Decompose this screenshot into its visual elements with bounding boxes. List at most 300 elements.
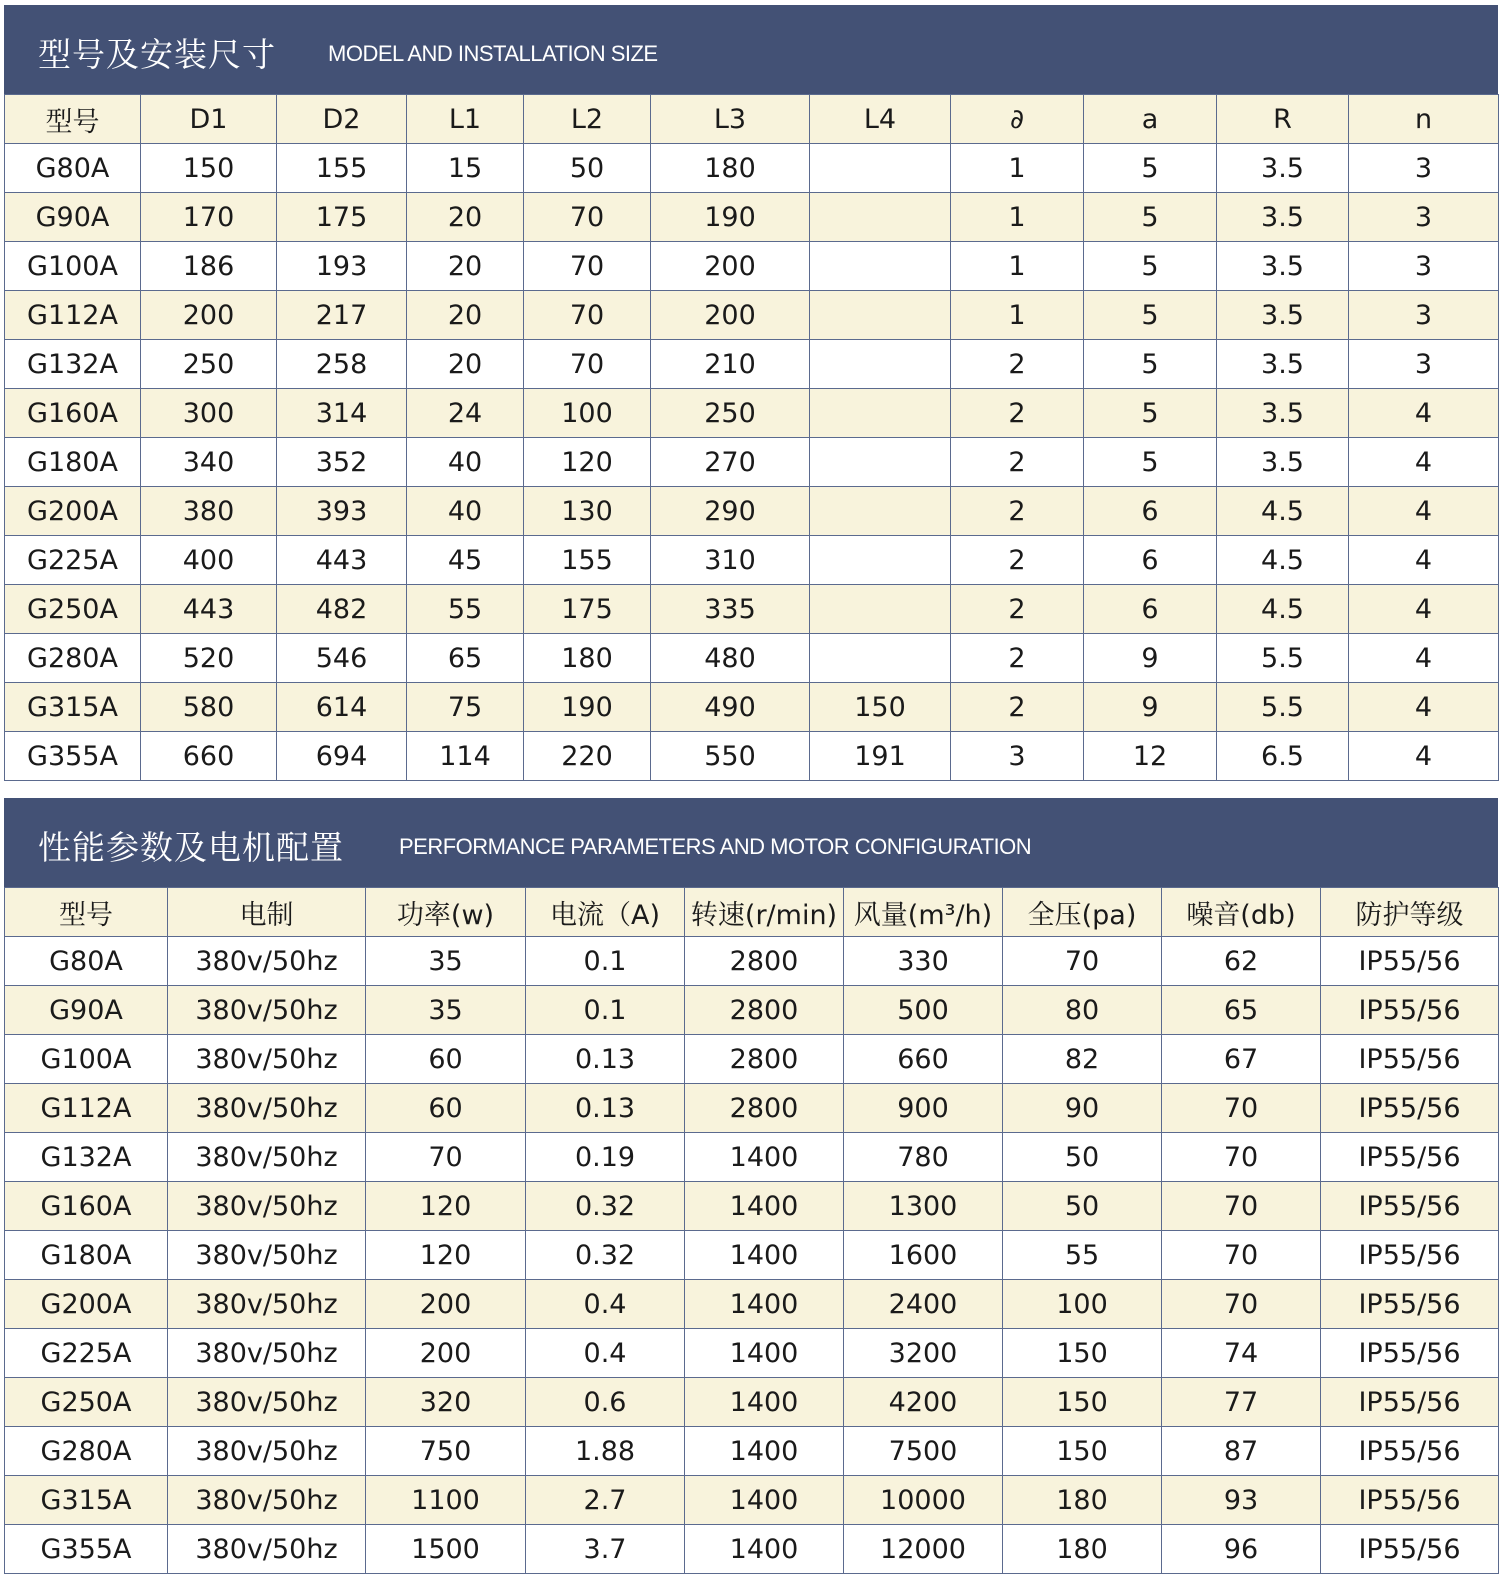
d1-cell: 520	[141, 634, 277, 683]
protection-cell: IP55/56	[1321, 1084, 1499, 1133]
l3-cell: 200	[651, 291, 810, 340]
model-cell: G90A	[5, 986, 168, 1035]
noise-cell: 93	[1162, 1476, 1321, 1525]
protection-cell: IP55/56	[1321, 1329, 1499, 1378]
l1-cell: 24	[407, 389, 524, 438]
current-cell: 0.32	[526, 1182, 685, 1231]
header-cell: 型号	[5, 888, 168, 937]
power-supply-cell: 380v/50hz	[168, 937, 366, 986]
a-cell: 5	[1084, 438, 1217, 487]
l1-cell: 15	[407, 144, 524, 193]
table-row	[5, 487, 1499, 536]
power-cell: 35	[366, 986, 526, 1035]
d1-cell: 300	[141, 389, 277, 438]
l4-cell	[810, 634, 951, 683]
pressure-cell: 150	[1003, 1378, 1162, 1427]
performance-body	[5, 937, 1499, 1574]
current-cell: 0.13	[526, 1035, 685, 1084]
l4-cell	[810, 389, 951, 438]
noise-cell: 74	[1162, 1329, 1321, 1378]
airflow-cell: 1300	[844, 1182, 1003, 1231]
power-supply-cell: 380v/50hz	[168, 1280, 366, 1329]
a-cell: 6	[1084, 487, 1217, 536]
angle-cell: 2	[951, 683, 1084, 732]
power-supply-cell: 380v/50hz	[168, 1427, 366, 1476]
pressure-cell: 55	[1003, 1231, 1162, 1280]
performance-table	[4, 887, 1499, 1574]
model-cell: G160A	[5, 389, 141, 438]
l1-cell: 20	[407, 242, 524, 291]
angle-cell: 1	[951, 242, 1084, 291]
model-cell: G250A	[5, 585, 141, 634]
header-cell: n	[1349, 95, 1499, 144]
header-cell: R	[1217, 95, 1349, 144]
performance-banner	[4, 798, 1498, 887]
l2-cell: 120	[524, 438, 651, 487]
speed-cell: 1400	[685, 1525, 844, 1574]
n-cell: 4	[1349, 536, 1499, 585]
installation-size-body	[5, 144, 1499, 781]
power-supply-cell: 380v/50hz	[168, 1525, 366, 1574]
r-cell: 3.5	[1217, 389, 1349, 438]
current-cell: 0.1	[526, 937, 685, 986]
angle-cell: 1	[951, 193, 1084, 242]
l2-cell: 70	[524, 242, 651, 291]
r-cell: 4.5	[1217, 536, 1349, 585]
d2-cell: 352	[277, 438, 407, 487]
model-cell: G112A	[5, 1084, 168, 1133]
d1-cell: 250	[141, 340, 277, 389]
protection-cell: IP55/56	[1321, 1182, 1499, 1231]
table-row	[5, 986, 1499, 1035]
protection-cell: IP55/56	[1321, 1231, 1499, 1280]
power-supply-cell: 380v/50hz	[168, 1329, 366, 1378]
angle-cell: 1	[951, 144, 1084, 193]
n-cell: 4	[1349, 585, 1499, 634]
table-row	[5, 585, 1499, 634]
l2-cell: 70	[524, 291, 651, 340]
d2-cell: 193	[277, 242, 407, 291]
l1-cell: 55	[407, 585, 524, 634]
table-row	[5, 1476, 1499, 1525]
table-row	[5, 242, 1499, 291]
d2-cell: 155	[277, 144, 407, 193]
speed-cell: 2800	[685, 937, 844, 986]
table-row	[5, 389, 1499, 438]
r-cell: 4.5	[1217, 487, 1349, 536]
angle-cell: 2	[951, 438, 1084, 487]
table-row	[5, 536, 1499, 585]
d2-cell: 258	[277, 340, 407, 389]
power-cell: 120	[366, 1182, 526, 1231]
protection-cell: IP55/56	[1321, 1476, 1499, 1525]
d1-cell: 186	[141, 242, 277, 291]
header-cell: 型号	[5, 95, 141, 144]
protection-cell: IP55/56	[1321, 1035, 1499, 1084]
power-supply-cell: 380v/50hz	[168, 1378, 366, 1427]
d2-cell: 175	[277, 193, 407, 242]
angle-cell: 2	[951, 585, 1084, 634]
noise-cell: 77	[1162, 1378, 1321, 1427]
table-row	[5, 937, 1499, 986]
header-cell: 功率(w)	[366, 888, 526, 937]
n-cell: 3	[1349, 144, 1499, 193]
header-cell: 电制	[168, 888, 366, 937]
power-supply-cell: 380v/50hz	[168, 1182, 366, 1231]
power-cell: 1500	[366, 1525, 526, 1574]
table-row	[5, 1525, 1499, 1574]
model-cell: G250A	[5, 1378, 168, 1427]
model-cell: G180A	[5, 438, 141, 487]
header-cell: 转速(r/min)	[685, 888, 844, 937]
pressure-cell: 70	[1003, 937, 1162, 986]
header-cell: L2	[524, 95, 651, 144]
l4-cell	[810, 438, 951, 487]
airflow-cell: 330	[844, 937, 1003, 986]
l2-cell: 130	[524, 487, 651, 536]
header-cell: 风量(m³/h)	[844, 888, 1003, 937]
current-cell: 0.4	[526, 1280, 685, 1329]
l3-cell: 210	[651, 340, 810, 389]
power-cell: 200	[366, 1329, 526, 1378]
header-cell: 电流（A)	[526, 888, 685, 937]
header-cell: L4	[810, 95, 951, 144]
r-cell: 5.5	[1217, 683, 1349, 732]
model-cell: G355A	[5, 1525, 168, 1574]
d1-cell: 660	[141, 732, 277, 781]
r-cell: 3.5	[1217, 291, 1349, 340]
a-cell: 6	[1084, 536, 1217, 585]
power-supply-cell: 380v/50hz	[168, 1231, 366, 1280]
l2-cell: 175	[524, 585, 651, 634]
header-cell: 防护等级	[1321, 888, 1499, 937]
current-cell: 0.19	[526, 1133, 685, 1182]
performance-section	[4, 798, 1498, 1574]
model-cell: G315A	[5, 683, 141, 732]
current-cell: 2.7	[526, 1476, 685, 1525]
l3-cell: 550	[651, 732, 810, 781]
protection-cell: IP55/56	[1321, 1378, 1499, 1427]
pressure-cell: 150	[1003, 1427, 1162, 1476]
power-supply-cell: 380v/50hz	[168, 1035, 366, 1084]
angle-cell: 2	[951, 634, 1084, 683]
airflow-cell: 7500	[844, 1427, 1003, 1476]
r-cell: 5.5	[1217, 634, 1349, 683]
d2-cell: 482	[277, 585, 407, 634]
speed-cell: 2800	[685, 986, 844, 1035]
l3-cell: 480	[651, 634, 810, 683]
speed-cell: 1400	[685, 1329, 844, 1378]
a-cell: 5	[1084, 242, 1217, 291]
noise-cell: 70	[1162, 1133, 1321, 1182]
table-row	[5, 438, 1499, 487]
protection-cell: IP55/56	[1321, 986, 1499, 1035]
installation-size-header-row	[5, 95, 1499, 144]
protection-cell: IP55/56	[1321, 1427, 1499, 1476]
pressure-cell: 180	[1003, 1476, 1162, 1525]
l2-cell: 220	[524, 732, 651, 781]
noise-cell: 67	[1162, 1035, 1321, 1084]
model-cell: G225A	[5, 1329, 168, 1378]
airflow-cell: 900	[844, 1084, 1003, 1133]
speed-cell: 1400	[685, 1231, 844, 1280]
model-cell: G180A	[5, 1231, 168, 1280]
model-cell: G100A	[5, 242, 141, 291]
model-cell: G132A	[5, 1133, 168, 1182]
d1-cell: 340	[141, 438, 277, 487]
l1-cell: 20	[407, 193, 524, 242]
protection-cell: IP55/56	[1321, 937, 1499, 986]
power-supply-cell: 380v/50hz	[168, 1476, 366, 1525]
header-cell: L3	[651, 95, 810, 144]
power-cell: 60	[366, 1084, 526, 1133]
model-cell: G280A	[5, 1427, 168, 1476]
n-cell: 3	[1349, 291, 1499, 340]
l4-cell	[810, 487, 951, 536]
d2-cell: 314	[277, 389, 407, 438]
speed-cell: 2800	[685, 1035, 844, 1084]
n-cell: 4	[1349, 438, 1499, 487]
l2-cell: 50	[524, 144, 651, 193]
current-cell: 0.6	[526, 1378, 685, 1427]
airflow-cell: 780	[844, 1133, 1003, 1182]
l2-cell: 190	[524, 683, 651, 732]
model-cell: G280A	[5, 634, 141, 683]
n-cell: 4	[1349, 487, 1499, 536]
table-row	[5, 683, 1499, 732]
performance-title-en: PERFORMANCE PARAMETERS AND MOTOR CONFIGURATION	[399, 834, 1032, 859]
noise-cell: 70	[1162, 1084, 1321, 1133]
d1-cell: 200	[141, 291, 277, 340]
noise-cell: 70	[1162, 1231, 1321, 1280]
power-cell: 60	[366, 1035, 526, 1084]
airflow-cell: 1600	[844, 1231, 1003, 1280]
d2-cell: 443	[277, 536, 407, 585]
n-cell: 4	[1349, 634, 1499, 683]
r-cell: 3.5	[1217, 340, 1349, 389]
l3-cell: 270	[651, 438, 810, 487]
table-row	[5, 1182, 1499, 1231]
installation-size-banner	[4, 5, 1498, 94]
model-cell: G225A	[5, 536, 141, 585]
airflow-cell: 3200	[844, 1329, 1003, 1378]
d2-cell: 217	[277, 291, 407, 340]
l1-cell: 65	[407, 634, 524, 683]
airflow-cell: 4200	[844, 1378, 1003, 1427]
table-row	[5, 340, 1499, 389]
l1-cell: 40	[407, 487, 524, 536]
installation-size-title-en: MODEL AND INSTALLATION SIZE	[328, 41, 658, 66]
l3-cell: 490	[651, 683, 810, 732]
current-cell: 0.32	[526, 1231, 685, 1280]
speed-cell: 1400	[685, 1133, 844, 1182]
protection-cell: IP55/56	[1321, 1525, 1499, 1574]
table-row	[5, 1427, 1499, 1476]
power-cell: 1100	[366, 1476, 526, 1525]
model-cell: G315A	[5, 1476, 168, 1525]
a-cell: 9	[1084, 683, 1217, 732]
model-cell: G80A	[5, 144, 141, 193]
l2-cell: 180	[524, 634, 651, 683]
current-cell: 3.7	[526, 1525, 685, 1574]
airflow-cell: 500	[844, 986, 1003, 1035]
noise-cell: 70	[1162, 1280, 1321, 1329]
header-cell: L1	[407, 95, 524, 144]
performance-title-zh: 性能参数及电机配置	[38, 828, 344, 867]
n-cell: 3	[1349, 193, 1499, 242]
r-cell: 3.5	[1217, 144, 1349, 193]
d2-cell: 393	[277, 487, 407, 536]
l4-cell	[810, 585, 951, 634]
header-cell: D2	[277, 95, 407, 144]
l4-cell: 150	[810, 683, 951, 732]
l1-cell: 114	[407, 732, 524, 781]
speed-cell: 1400	[685, 1378, 844, 1427]
l1-cell: 20	[407, 340, 524, 389]
pressure-cell: 90	[1003, 1084, 1162, 1133]
table-row	[5, 732, 1499, 781]
model-cell: G90A	[5, 193, 141, 242]
table-row	[5, 1035, 1499, 1084]
table-row	[5, 291, 1499, 340]
r-cell: 3.5	[1217, 193, 1349, 242]
model-cell: G132A	[5, 340, 141, 389]
power-supply-cell: 380v/50hz	[168, 1133, 366, 1182]
l3-cell: 335	[651, 585, 810, 634]
speed-cell: 1400	[685, 1427, 844, 1476]
l4-cell	[810, 291, 951, 340]
power-supply-cell: 380v/50hz	[168, 1084, 366, 1133]
header-cell: 全压(pa)	[1003, 888, 1162, 937]
l2-cell: 100	[524, 389, 651, 438]
a-cell: 9	[1084, 634, 1217, 683]
installation-size-title-zh: 型号及安装尺寸	[38, 35, 276, 74]
header-cell: D1	[141, 95, 277, 144]
speed-cell: 1400	[685, 1182, 844, 1231]
current-cell: 1.88	[526, 1427, 685, 1476]
power-cell: 70	[366, 1133, 526, 1182]
angle-cell: 2	[951, 389, 1084, 438]
l3-cell: 290	[651, 487, 810, 536]
r-cell: 4.5	[1217, 585, 1349, 634]
table-row	[5, 193, 1499, 242]
airflow-cell: 660	[844, 1035, 1003, 1084]
pressure-cell: 80	[1003, 986, 1162, 1035]
airflow-cell: 2400	[844, 1280, 1003, 1329]
r-cell: 6.5	[1217, 732, 1349, 781]
speed-cell: 1400	[685, 1280, 844, 1329]
table-row	[5, 1084, 1499, 1133]
n-cell: 4	[1349, 732, 1499, 781]
d1-cell: 170	[141, 193, 277, 242]
r-cell: 3.5	[1217, 242, 1349, 291]
power-cell: 35	[366, 937, 526, 986]
a-cell: 5	[1084, 389, 1217, 438]
protection-cell: IP55/56	[1321, 1133, 1499, 1182]
current-cell: 0.4	[526, 1329, 685, 1378]
l2-cell: 155	[524, 536, 651, 585]
installation-size-section	[4, 5, 1498, 781]
power-cell: 120	[366, 1231, 526, 1280]
power-cell: 750	[366, 1427, 526, 1476]
a-cell: 5	[1084, 291, 1217, 340]
pressure-cell: 100	[1003, 1280, 1162, 1329]
noise-cell: 70	[1162, 1182, 1321, 1231]
table-row	[5, 1280, 1499, 1329]
l1-cell: 45	[407, 536, 524, 585]
l3-cell: 180	[651, 144, 810, 193]
table-row	[5, 634, 1499, 683]
l4-cell	[810, 242, 951, 291]
d1-cell: 150	[141, 144, 277, 193]
airflow-cell: 10000	[844, 1476, 1003, 1525]
power-supply-cell: 380v/50hz	[168, 986, 366, 1035]
header-cell: a	[1084, 95, 1217, 144]
speed-cell: 1400	[685, 1476, 844, 1525]
l2-cell: 70	[524, 340, 651, 389]
a-cell: 5	[1084, 144, 1217, 193]
pressure-cell: 180	[1003, 1525, 1162, 1574]
airflow-cell: 12000	[844, 1525, 1003, 1574]
model-cell: G80A	[5, 937, 168, 986]
model-cell: G100A	[5, 1035, 168, 1084]
angle-cell: 2	[951, 487, 1084, 536]
speed-cell: 2800	[685, 1084, 844, 1133]
table-row	[5, 1133, 1499, 1182]
table-row	[5, 1378, 1499, 1427]
d2-cell: 546	[277, 634, 407, 683]
n-cell: 3	[1349, 340, 1499, 389]
angle-cell: 2	[951, 536, 1084, 585]
angle-cell: 1	[951, 291, 1084, 340]
performance-header-row	[5, 888, 1499, 937]
table-row	[5, 1231, 1499, 1280]
l1-cell: 40	[407, 438, 524, 487]
l3-cell: 200	[651, 242, 810, 291]
power-cell: 320	[366, 1378, 526, 1427]
d1-cell: 443	[141, 585, 277, 634]
protection-cell: IP55/56	[1321, 1280, 1499, 1329]
header-cell: 噪音(db)	[1162, 888, 1321, 937]
a-cell: 5	[1084, 193, 1217, 242]
pressure-cell: 50	[1003, 1182, 1162, 1231]
current-cell: 0.1	[526, 986, 685, 1035]
model-cell: G355A	[5, 732, 141, 781]
noise-cell: 87	[1162, 1427, 1321, 1476]
pressure-cell: 150	[1003, 1329, 1162, 1378]
a-cell: 12	[1084, 732, 1217, 781]
a-cell: 5	[1084, 340, 1217, 389]
noise-cell: 65	[1162, 986, 1321, 1035]
header-cell: ∂	[951, 95, 1084, 144]
l2-cell: 70	[524, 193, 651, 242]
noise-cell: 96	[1162, 1525, 1321, 1574]
l4-cell	[810, 144, 951, 193]
l4-cell	[810, 193, 951, 242]
current-cell: 0.13	[526, 1084, 685, 1133]
r-cell: 3.5	[1217, 438, 1349, 487]
table-row	[5, 144, 1499, 193]
d1-cell: 400	[141, 536, 277, 585]
l1-cell: 20	[407, 291, 524, 340]
model-cell: G160A	[5, 1182, 168, 1231]
l3-cell: 310	[651, 536, 810, 585]
n-cell: 3	[1349, 242, 1499, 291]
power-cell: 200	[366, 1280, 526, 1329]
l1-cell: 75	[407, 683, 524, 732]
model-cell: G200A	[5, 1280, 168, 1329]
angle-cell: 2	[951, 340, 1084, 389]
